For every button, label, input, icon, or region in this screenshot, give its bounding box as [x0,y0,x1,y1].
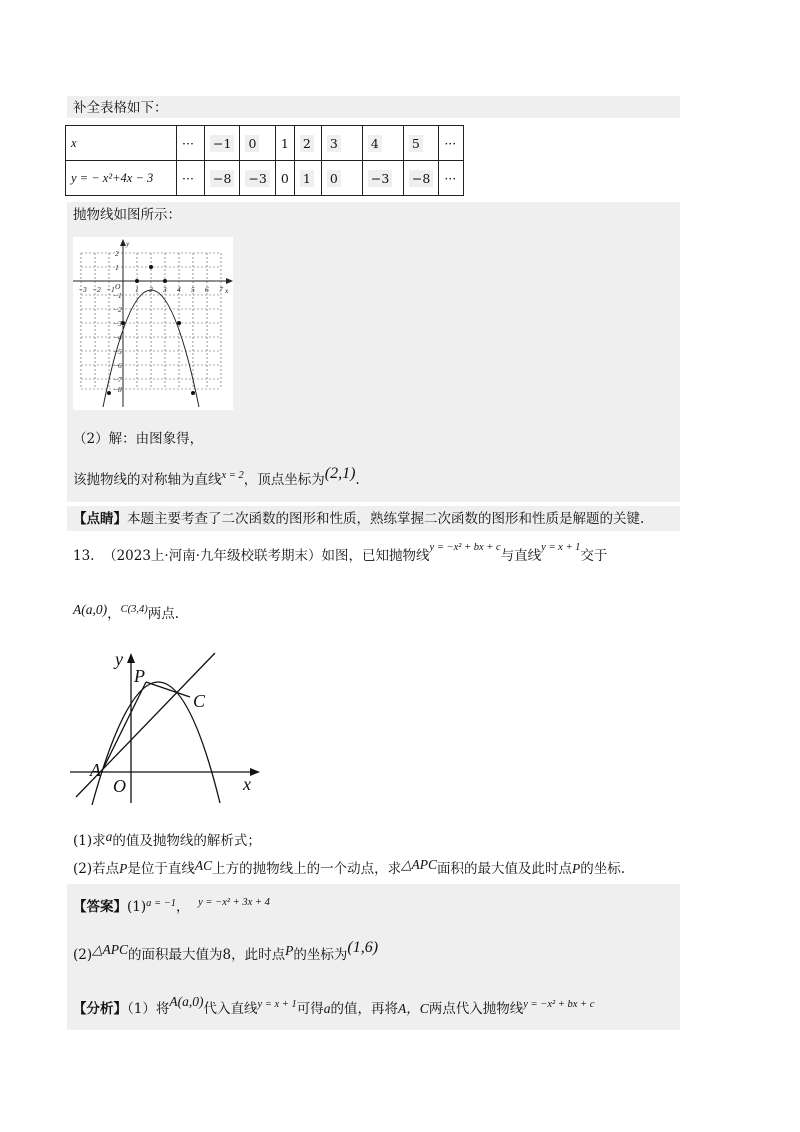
q2-line: (2)若点P是位于直线AC上方的抛物线上的一个动点，求△APC面积的最大值及此时点P的坐标. [73,857,626,877]
x-tick: 6 [205,285,209,294]
comment-tag: 【点睛】 [73,511,127,527]
y-tick: −5 [113,347,122,356]
intro-text: 补全表格如下： [73,100,168,116]
comment-line [73,510,644,528]
table-cell: 5 [403,126,438,161]
table-cell: y = − x²+4x − 3 [66,161,177,196]
table-cell: x [66,126,177,161]
comment-text: 本题主要考查了二次函数的图形和性质，熟练掌握二次函数的图形和性质是解题的关键. [127,511,645,527]
point-P-label: P [134,666,145,686]
table-cell: −8 [205,161,240,196]
x-tick: 5 [191,285,195,294]
table-cell: 1 [294,161,321,196]
part2-line2: 该抛物线的对称轴为直线$^{x = 2}$，顶点坐标为(2,1). [73,465,360,488]
table-cell: 3 [321,126,362,161]
origin-label: O [113,776,126,796]
y-axis-label: y [115,649,123,669]
y-tick: −2 [113,305,122,314]
point-C-label: C [193,691,206,711]
x-tick: 7 [219,285,223,294]
y-tick: −6 [113,361,122,370]
x-tick: 1 [135,285,139,294]
y-tick: 1 [115,263,119,272]
table-cell: ··· [177,126,205,161]
table-row-y [66,161,464,196]
answer-tag: 【答案】 [73,899,127,915]
x-tick: −2 [92,285,101,294]
x-tick: −3 [78,285,87,294]
part2-line1: （2）解：由图象得， [73,431,204,447]
table-cell: −3 [362,161,403,196]
y-tick: −8 [113,385,122,394]
y-tick: −4 [113,333,122,342]
vertex-coord: (2,1) [324,465,356,482]
analysis-tag: 【分析】 [73,1001,127,1017]
table-cell: ··· [177,161,205,196]
table-cell: −8 [403,161,438,196]
q13-line1: 13. （2023上·河南·九年级校联考期末）如图，已知抛物线$^{y = -x^2 + bx + c}$与直线$^{y = x + 1}$交于 [73,542,608,564]
parabola-eq: y = −x² + bx + c [429,542,501,553]
x-tick: 4 [177,285,181,294]
question-figure [70,645,270,805]
table-cell: 1 [275,126,294,161]
x-axis-label: x [243,774,251,794]
line-eq: y = x + 1 [541,542,581,553]
y-tick: −1 [113,291,122,300]
graph-intro: 抛物线如图所示： [73,207,181,223]
y-tick: −7 [113,375,122,384]
x-axis-label: x [225,286,229,295]
answer-line1: 【答案】$(1)^{a = -1}$， $^{y = -x^2 + 3x + 4}$ [73,897,270,915]
answer-line2: (2)△APC的面积最大值为8，此时点P的坐标为(1,6) [73,939,379,963]
x-tick: 3 [163,285,167,294]
parabola-graph [73,237,233,410]
y-tick: 2 [115,249,119,258]
y-axis-label: y [126,239,130,248]
table-cell: ··· [439,126,464,161]
origin-label: O [115,282,121,291]
analysis-line: 【分析】（1）将A(a,0)代入直线$^{y = x + 1}$可得a的值，再将A，C两点代入抛物线$^{y = -x^2 + bx + c}$ [73,994,595,1017]
point-A-label: A [90,760,101,780]
table-cell: 4 [362,126,403,161]
table-cell: 0 [240,126,275,161]
q1-line: (1)求a的值及抛物线的解析式； [73,829,261,849]
table-cell: −1 [205,126,240,161]
table-cell: 2 [294,126,321,161]
x-tick: 2 [149,285,153,294]
table-row-x [66,126,464,161]
table-cell: ··· [439,161,464,196]
table-cell: −3 [240,161,275,196]
table-cell: 0 [321,161,362,196]
axis-equation: x = 2 [221,470,244,481]
y-tick: −3 [113,319,122,328]
x-tick: −1 [106,285,115,294]
value-table [65,125,464,196]
table-cell: 0 [275,161,294,196]
q13-line2: A(a,0)，$^{C(3,4)}$两点. [73,602,180,622]
